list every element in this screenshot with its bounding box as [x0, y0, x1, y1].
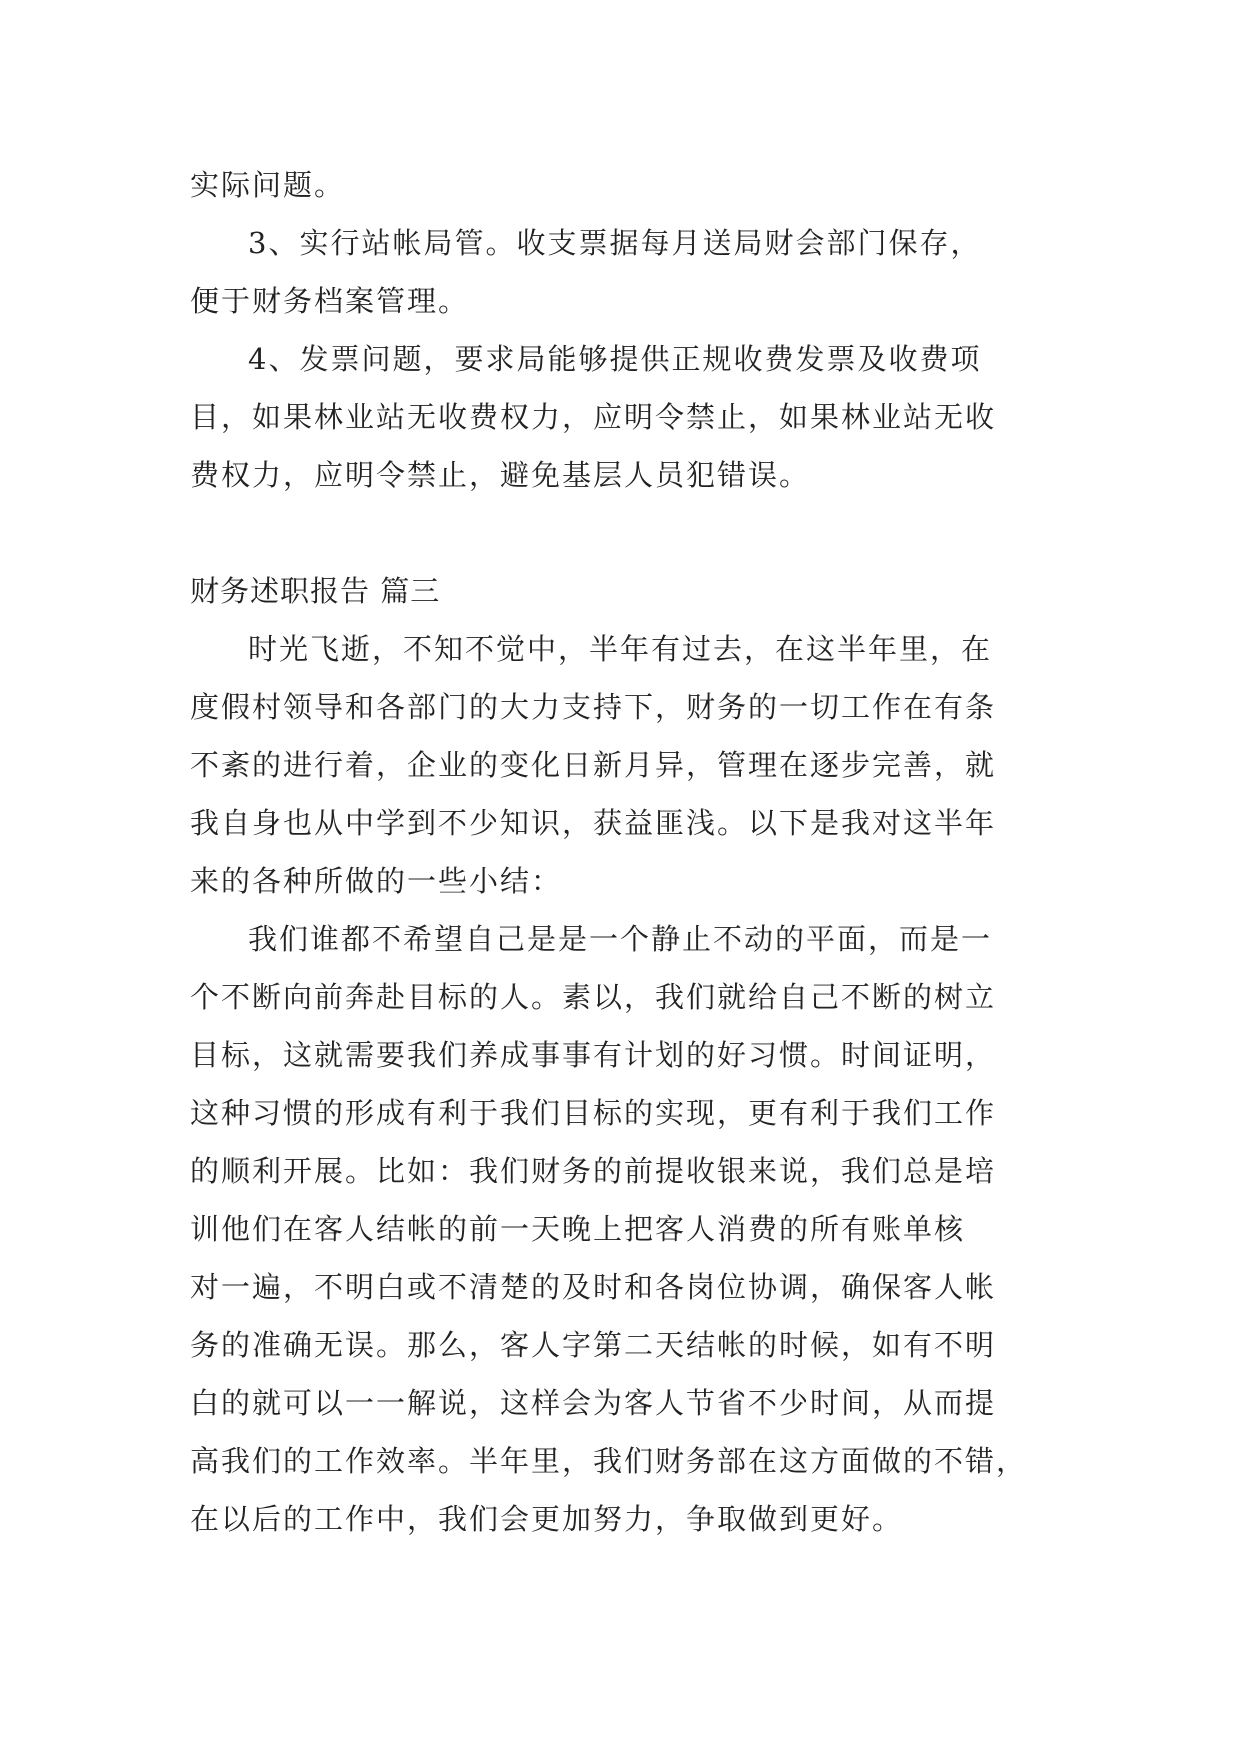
paragraph-2-line: 目标，这就需要我们养成事事有计划的好习惯。时间证明，: [190, 1038, 997, 1072]
paragraph-2-line: 白的就可以一一解说，这样会为客人节省不少时间，从而提: [190, 1386, 997, 1420]
paragraph-1-line: 来的各种所做的一些小结：: [190, 864, 563, 898]
paragraph-2-line: 我们谁都不希望自己是是一个静止不动的平面，而是一: [248, 922, 993, 956]
paragraph-2-line: 的顺利开展。比如：我们财务的前提收银来说，我们总是培: [190, 1154, 997, 1188]
text-line-item-3: 3、实行站帐局管。收支票据每月送局财会部门保存，: [248, 226, 982, 260]
paragraph-2-line: 个不断向前奔赴目标的人。素以，我们就给自己不断的树立: [190, 980, 997, 1014]
paragraph-1-line: 时光飞逝，不知不觉中，半年有过去，在这半年里，在: [248, 632, 993, 666]
paragraph-2-line: 训他们在客人结帐的前一天晚上把客人消费的所有账单核: [190, 1212, 966, 1246]
text-line: 便于财务档案管理。: [190, 284, 470, 318]
paragraph-2-line: 在以后的工作中，我们会更加努力，争取做到更好。: [190, 1502, 904, 1536]
paragraph-1-line: 不紊的进行着，企业的变化日新月异，管理在逐步完善，就: [190, 748, 997, 782]
text-line: 费权力，应明令禁止，避免基层人员犯错误。: [190, 458, 811, 492]
paragraph-2-line: 高我们的工作效率。半年里，我们财务部在这方面做的不错，: [190, 1444, 1028, 1478]
section-spacer: [190, 504, 1070, 562]
document-body: [190, 156, 1070, 1548]
section-2: [190, 620, 1070, 1548]
paragraph-2-line: 务的准确无误。那么，客人字第二天结帐的时候，如有不明: [190, 1328, 997, 1362]
text-line: 实际问题。: [190, 168, 346, 202]
paragraph-1-line: 度假村领导和各部门的大力支持下，财务的一切工作在有条: [190, 690, 997, 724]
paragraph-2-line: 这种习惯的形成有利于我们目标的实现，更有利于我们工作: [190, 1096, 997, 1130]
paragraph-2-line: 对一遍，不明白或不清楚的及时和各岗位协调，确保客人帐: [190, 1270, 997, 1304]
text-line-item-4: 4、发票问题，要求局能够提供正规收费发票及收费项: [248, 342, 982, 376]
text-line: 目，如果林业站无收费权力，应明令禁止，如果林业站无收: [190, 400, 997, 434]
paragraph-1-line: 我自身也从中学到不少知识，获益匪浅。以下是我对这半年: [190, 806, 997, 840]
section-1: [190, 156, 1070, 504]
section-heading: 财务述职报告 篇三: [190, 574, 441, 608]
